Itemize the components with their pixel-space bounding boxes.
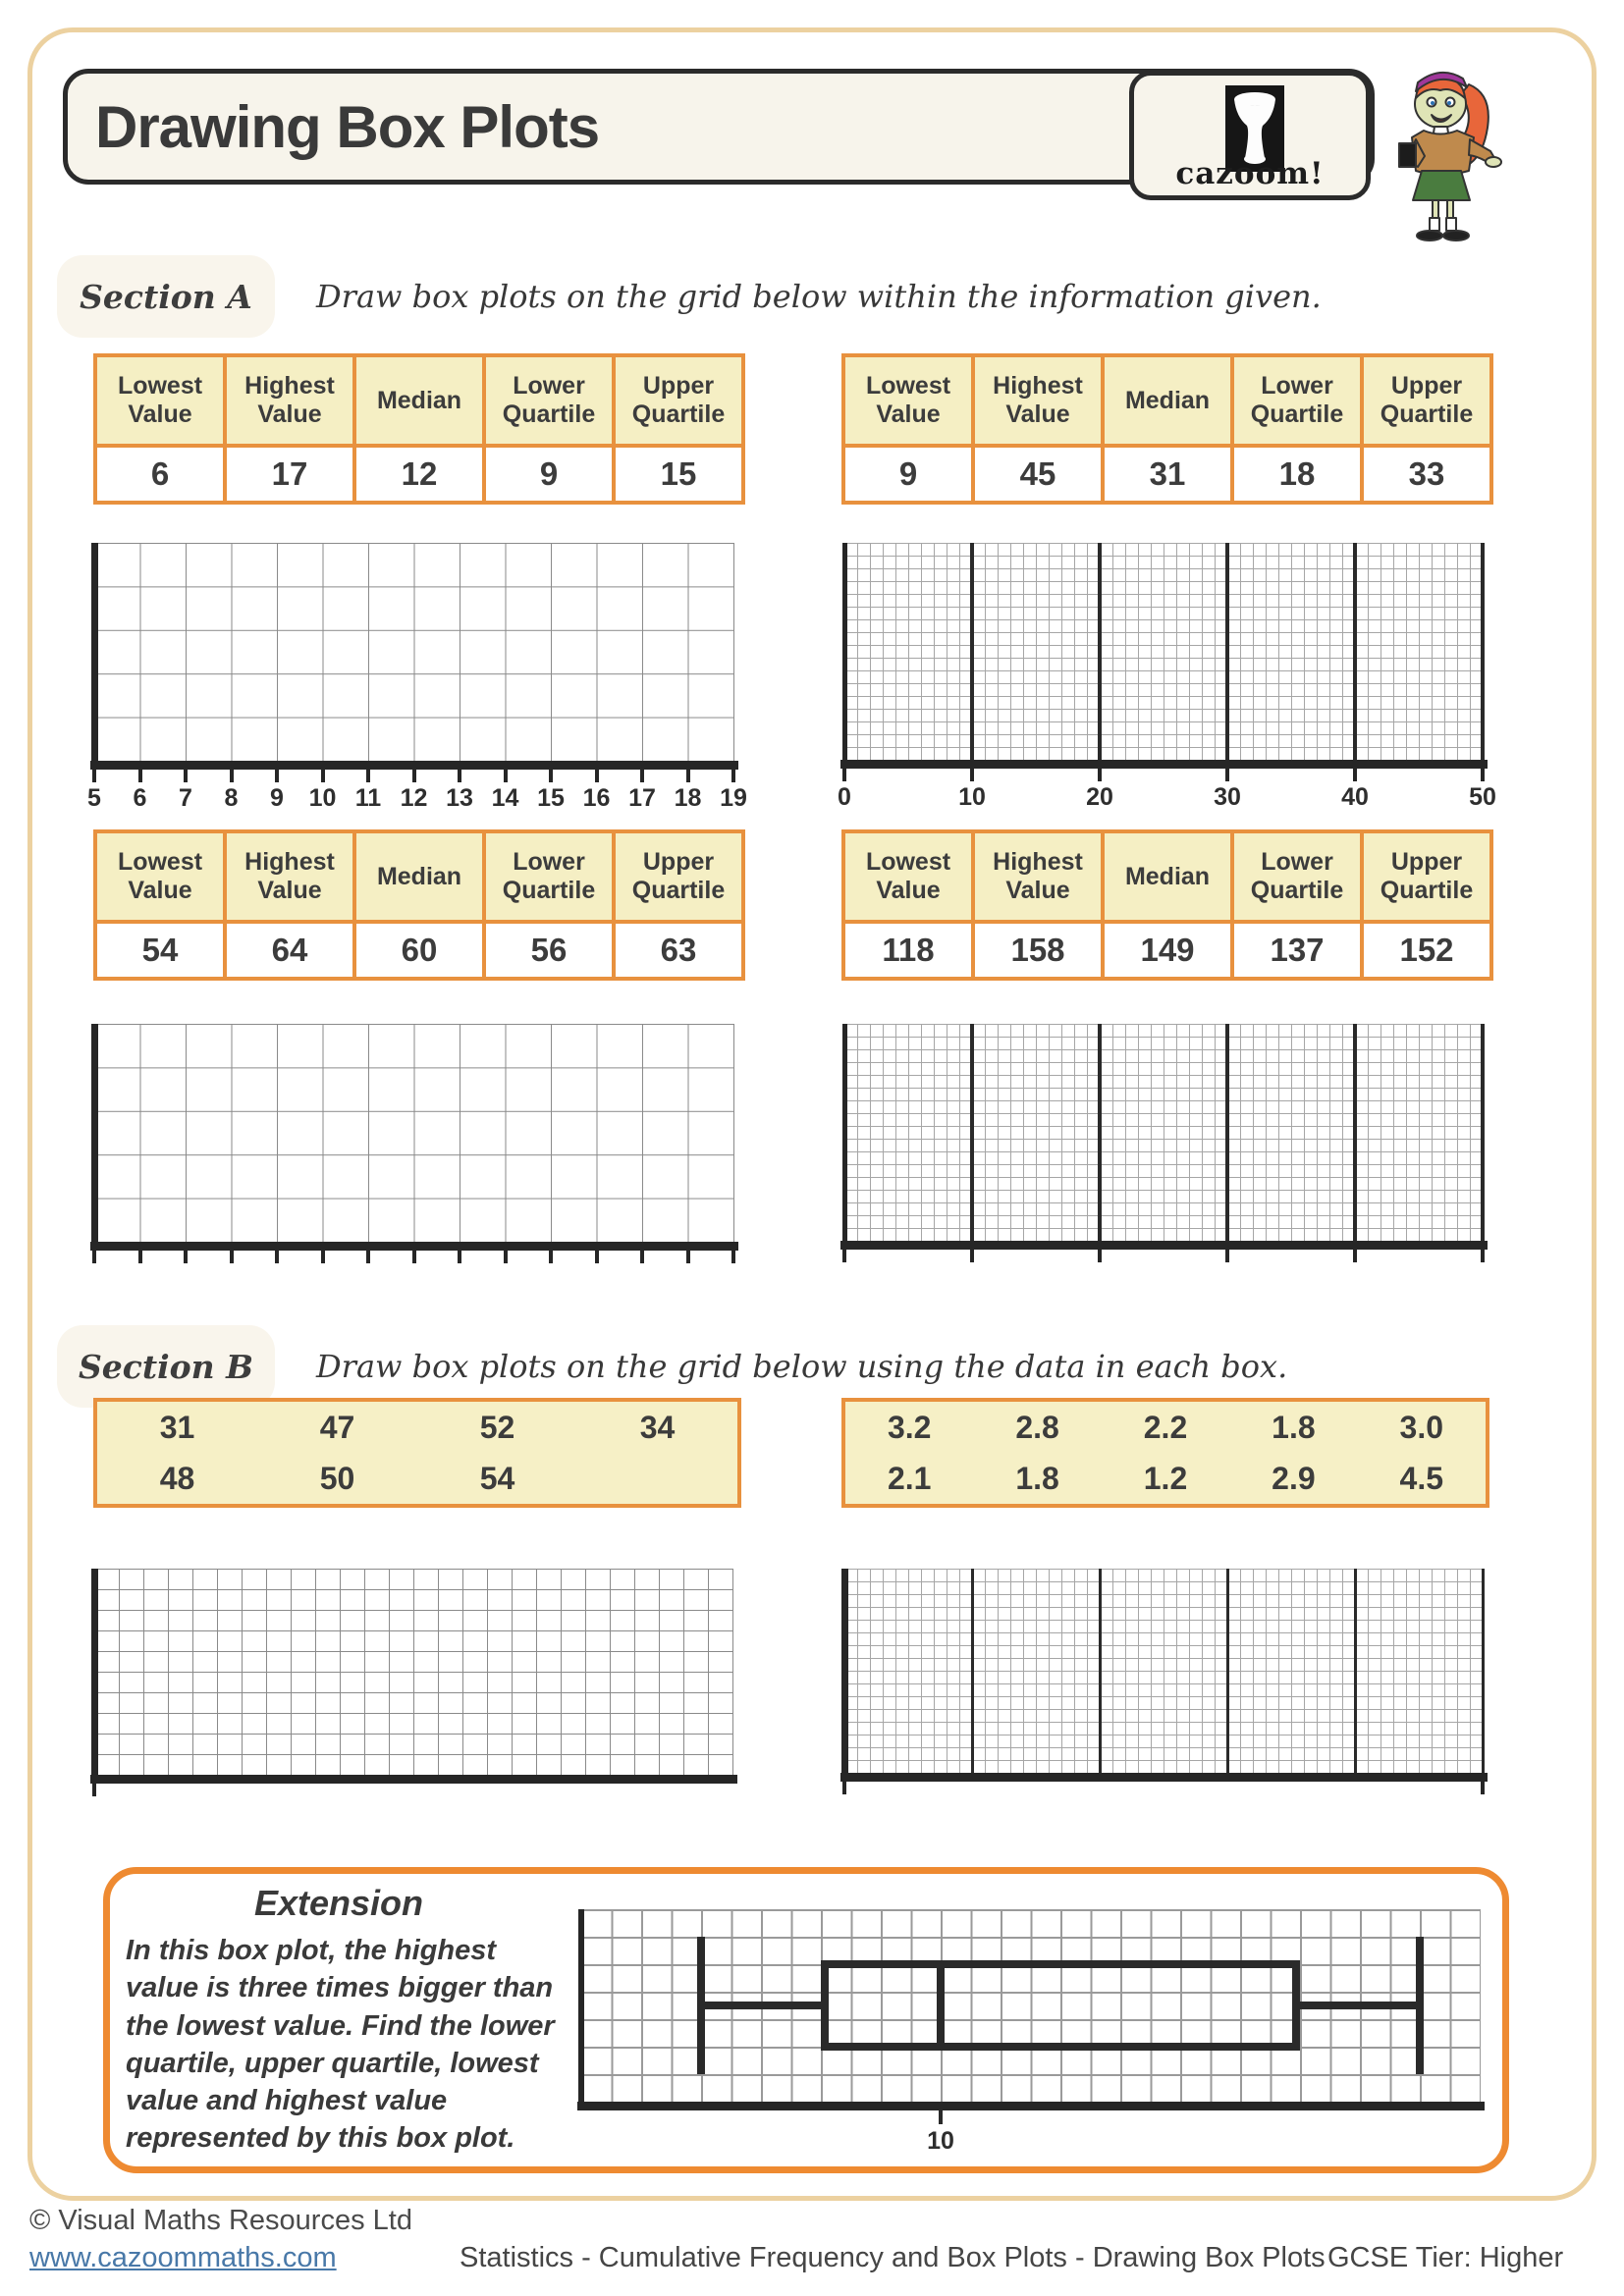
grid-major-line (970, 1024, 974, 1242)
grid-major-line (1098, 1024, 1102, 1242)
axis-tick-label: 10 (308, 784, 337, 812)
table-value-cell: 31 (1103, 446, 1232, 503)
axis-tick (321, 770, 325, 782)
table-header-cell: Median (354, 831, 484, 922)
table-value-cell: 33 (1362, 446, 1491, 503)
summary-table-1 (93, 353, 745, 505)
data-box-row (845, 1453, 1486, 1504)
table-value-cell: 118 (843, 922, 973, 979)
axis-tick-label: 12 (400, 784, 428, 812)
x-axis-line (90, 1775, 737, 1784)
axis-tick (1353, 769, 1357, 781)
axis-tick (412, 1251, 416, 1263)
topic-text: Statistics - Cumulative Frequency and Box Plots - Drawing Box Plots (460, 2242, 1326, 2273)
table-value-cell: 56 (484, 922, 614, 979)
grid-major-line (1481, 1024, 1485, 1242)
axis-tick (412, 770, 416, 782)
axis-tick (686, 770, 690, 782)
y-axis-line (578, 1909, 584, 2110)
axis-tick (970, 769, 974, 781)
axis-tick (184, 770, 188, 782)
axis-tick (842, 769, 846, 781)
table-header-cell: Lowest Value (95, 355, 225, 446)
x-axis-line (840, 1241, 1488, 1250)
table-header-cell: Lower Quartile (1232, 355, 1362, 446)
axis-tick (549, 770, 553, 782)
axis-tick (275, 770, 279, 782)
data-box-value: 2.2 (1143, 1409, 1188, 1445)
grid-a3 (94, 1024, 734, 1243)
grid-major-line (1481, 543, 1485, 761)
section-b-instruction: Draw box plots on the grid below using the data in each box. (316, 1348, 1288, 1385)
summary-table-4 (841, 829, 1493, 981)
table-value-cell: 6 (95, 446, 225, 503)
axis-tick (731, 1251, 735, 1263)
x-axis-line (840, 760, 1488, 769)
table-header-cell: Lowest Value (95, 831, 225, 922)
summary-table-3 (93, 829, 745, 981)
axis-tick (504, 1251, 508, 1263)
axis-tick (842, 1250, 846, 1262)
axis-tick-label: 5 (87, 784, 101, 812)
grid-a1 (87, 543, 747, 812)
axis-tick-label: 10 (958, 783, 986, 811)
axis-tick (275, 1251, 279, 1263)
boxplot-axis-tick (939, 2110, 943, 2124)
table-header-cell: Upper Quartile (614, 831, 743, 922)
grid-major-line (1354, 1569, 1357, 1774)
table-value-cell: 54 (95, 922, 225, 979)
axis-tick-label: 11 (354, 784, 382, 812)
table-header-cell: Median (354, 355, 484, 446)
website-link[interactable]: www.cazoommaths.com (29, 2242, 337, 2273)
copyright-text: © Visual Maths Resources Ltd (29, 2205, 412, 2236)
data-box-value: 1.8 (1272, 1409, 1316, 1445)
table-value-cell: 63 (614, 922, 743, 979)
axis-tick-label: 40 (1341, 783, 1369, 811)
axis-tick (1481, 1250, 1485, 1262)
section-a-instruction: Draw box plots on the grid below within the information given. (316, 278, 1322, 315)
axis-tick (92, 1784, 96, 1796)
section-b-label: Section B (78, 1347, 254, 1386)
page-title: Drawing Box Plots (95, 93, 600, 160)
y-axis-line (91, 1024, 98, 1251)
table-value-cell: 64 (225, 922, 354, 979)
grid-major-line (1353, 1024, 1357, 1242)
data-box-2 (841, 1398, 1489, 1508)
grid-major-line (1353, 543, 1357, 761)
tier-text: GCSE Tier: Higher (1327, 2242, 1564, 2273)
y-axis-line (841, 1569, 848, 1782)
boxplot-right-whisker-line (1300, 2002, 1420, 2009)
axis-tick-label: 6 (133, 784, 147, 812)
axis-tick (970, 1250, 974, 1262)
data-box-value: 2.1 (887, 1460, 932, 1496)
data-box-value: 54 (479, 1460, 515, 1496)
table-header-cell: Lowest Value (843, 831, 973, 922)
axis-tick-label: 8 (224, 784, 239, 812)
axis-tick (1225, 1250, 1229, 1262)
data-box-value: 31 (159, 1409, 195, 1445)
table-header-cell: Lower Quartile (484, 355, 614, 446)
data-box-row (97, 1402, 737, 1453)
data-box-row (845, 1402, 1486, 1453)
grid-major-line (1099, 1569, 1102, 1774)
x-axis-line (577, 2102, 1485, 2110)
data-box-value: 1.2 (1143, 1460, 1188, 1496)
extension-text: In this box plot, the highest value is three times bigger than the lowest value. Find the lower quartile, upper quartile, lowest value and highest value represented by this box plot. (126, 1935, 555, 2155)
table-value-cell: 152 (1362, 922, 1491, 979)
axis-tick (1353, 1250, 1357, 1262)
table-header-cell: Lower Quartile (1232, 831, 1362, 922)
extension-title: Extension (253, 1883, 424, 1923)
data-box-value: 50 (319, 1460, 355, 1496)
table-header-cell: Highest Value (973, 355, 1103, 446)
y-axis-line (842, 1024, 847, 1250)
axis-tick (230, 1251, 234, 1263)
section-b-pill (57, 1325, 275, 1408)
axis-tick (595, 770, 599, 782)
table-header-cell: Median (1103, 355, 1232, 446)
table-header-cell: Highest Value (225, 355, 354, 446)
table-value-cell: 149 (1103, 922, 1232, 979)
x-axis-line (90, 1242, 738, 1251)
axis-tick-label: 15 (537, 784, 565, 812)
cartoon-girl-illustration (1386, 65, 1516, 247)
table-header-cell: Highest Value (973, 831, 1103, 922)
table-value-cell: 12 (354, 446, 484, 503)
extension-grid (581, 1909, 1481, 2155)
axis-tick (504, 770, 508, 782)
axis-tick (366, 770, 370, 782)
axis-tick (731, 770, 735, 782)
table-value-cell: 45 (973, 446, 1103, 503)
axis-tick-label: 7 (179, 784, 192, 812)
grid-b2 (844, 1569, 1484, 1774)
axis-tick-label: 50 (1469, 783, 1496, 811)
data-box-1 (93, 1398, 741, 1508)
axis-tick (230, 770, 234, 782)
data-box-value: 48 (159, 1460, 195, 1496)
table-header-cell: Highest Value (225, 831, 354, 922)
data-box-row (97, 1453, 737, 1504)
axis-tick-label: 13 (446, 784, 473, 812)
grid-major-line (1225, 1024, 1229, 1242)
section-a-label: Section A (80, 277, 252, 316)
logo-wordmark: cazoom! (1175, 156, 1325, 191)
axis-tick (458, 770, 461, 782)
axis-tick (1098, 769, 1102, 781)
summary-table-2 (841, 353, 1493, 505)
axis-tick (1481, 769, 1485, 781)
table-header-cell: Upper Quartile (614, 355, 743, 446)
table-value-cell: 137 (1232, 922, 1362, 979)
axis-tick-label: 14 (491, 784, 519, 812)
axis-tick (366, 1251, 370, 1263)
axis-tick (595, 1251, 599, 1263)
grid-a2 (838, 543, 1496, 811)
x-axis-line (840, 1773, 1488, 1782)
table-header-cell: Median (1103, 831, 1232, 922)
table-value-cell: 9 (843, 446, 973, 503)
axis-tick (686, 1251, 690, 1263)
data-box-value: 3.0 (1399, 1409, 1444, 1445)
data-box-value: 2.8 (1015, 1409, 1059, 1445)
axis-tick-label: 30 (1214, 783, 1241, 811)
axis-tick-label: 9 (270, 784, 284, 812)
boxplot-left-whisker-line (701, 2002, 821, 2009)
axis-tick (1481, 1782, 1485, 1794)
data-box-value (577, 1453, 737, 1504)
axis-tick (92, 770, 96, 782)
axis-tick (842, 1782, 846, 1794)
axis-tick (184, 1251, 188, 1263)
axis-tick (1225, 769, 1229, 781)
boxplot-axis-label: 10 (927, 2127, 954, 2155)
y-axis-line (91, 543, 98, 770)
table-value-cell: 17 (225, 446, 354, 503)
axis-tick-label: 0 (838, 783, 851, 811)
data-box-value: 4.5 (1399, 1460, 1444, 1496)
boxplot-box (821, 1960, 1300, 2051)
data-box-value: 52 (479, 1409, 515, 1445)
axis-tick (1098, 1250, 1102, 1262)
table-header-cell: Upper Quartile (1362, 831, 1491, 922)
axis-tick-label: 20 (1086, 783, 1113, 811)
table-header-cell: Upper Quartile (1362, 355, 1491, 446)
axis-tick (458, 1251, 461, 1263)
table-value-cell: 60 (354, 922, 484, 979)
axis-tick-label: 18 (674, 784, 702, 812)
boxplot-median-line (937, 1960, 945, 2051)
data-box-value: 34 (639, 1409, 676, 1445)
cazoom-logo (1129, 71, 1371, 200)
axis-tick (138, 1251, 142, 1263)
data-box-value: 3.2 (887, 1409, 932, 1445)
axis-tick-label: 16 (582, 784, 611, 812)
data-box-value: 1.8 (1015, 1460, 1059, 1496)
axis-tick (640, 770, 644, 782)
grid-b1 (94, 1569, 733, 1776)
grid-major-line (1098, 543, 1102, 761)
axis-tick-label: 17 (628, 784, 656, 812)
data-box-value: 2.9 (1272, 1460, 1316, 1496)
table-value-cell: 158 (973, 922, 1103, 979)
grid-major-line (1482, 1569, 1485, 1774)
grid-major-line (1226, 1569, 1229, 1774)
axis-tick (138, 770, 142, 782)
table-header-cell: Lowest Value (843, 355, 973, 446)
axis-tick (92, 1251, 96, 1263)
table-value-cell: 9 (484, 446, 614, 503)
axis-tick (549, 1251, 553, 1263)
axis-tick (640, 1251, 644, 1263)
grid-major-line (1225, 543, 1229, 761)
y-axis-line (842, 543, 847, 769)
x-axis-line (90, 761, 738, 770)
grid-major-line (971, 1569, 974, 1774)
table-value-cell: 15 (614, 446, 743, 503)
grid-major-line (970, 543, 974, 761)
axis-tick-label: 19 (720, 784, 747, 812)
data-box-value: 47 (319, 1409, 355, 1445)
section-a-pill (57, 255, 275, 338)
table-value-cell: 18 (1232, 446, 1362, 503)
y-axis-line (91, 1569, 98, 1784)
grid-a4 (844, 1024, 1484, 1242)
axis-tick (321, 1251, 325, 1263)
table-header-cell: Lower Quartile (484, 831, 614, 922)
